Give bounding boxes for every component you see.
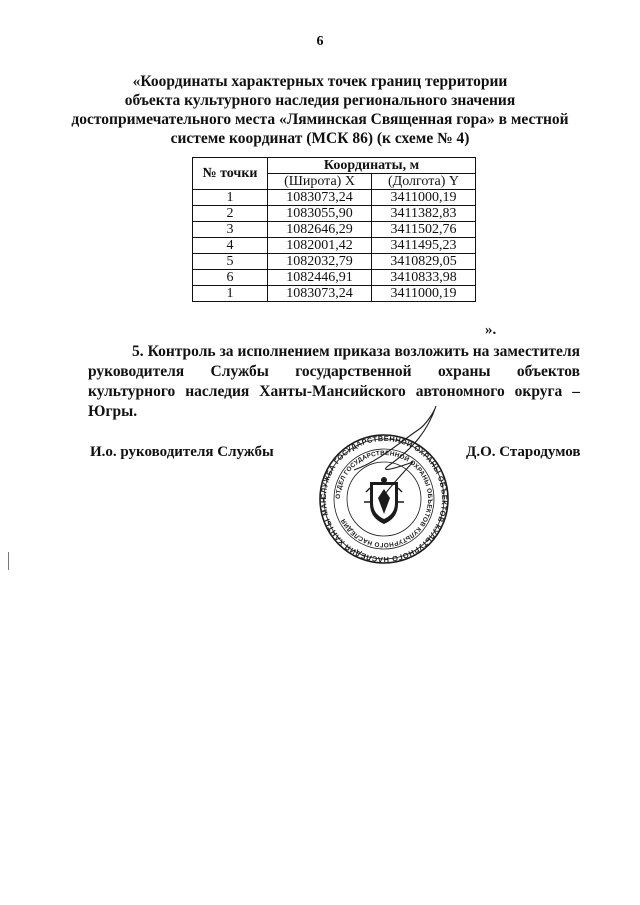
table-row (193, 222, 476, 238)
cell-x: 1082032,79 (268, 254, 372, 270)
cell-point: 2 (193, 206, 268, 222)
cell-y: 3411502,76 (372, 222, 476, 238)
cell-point: 4 (193, 238, 268, 254)
table-row (193, 286, 476, 302)
seal-inner-text: ОТДЕЛ ГОСУДАРСТВЕННОЙ ОХРАНЫ ОБЪЕКТОВ КУЛЬТУРНОГО НАСЛЕДИЯ (334, 449, 434, 549)
page-number: 6 (316, 34, 324, 49)
caption-line: «Координаты характерных точек границ территории (132, 73, 508, 90)
caption-line: достопримечательного места «Ляминская Священная гора» в местной (71, 111, 569, 128)
table-row (193, 270, 476, 286)
cell-x: 1082001,42 (268, 238, 372, 254)
cell-y: 3410829,05 (372, 254, 476, 270)
paragraph-text: руководителя Службы государственной охраны объектов культурного наследия Ханты-Мансийского автономного округа – Югры. (88, 363, 580, 420)
closing-quote: ». (485, 322, 497, 338)
margin-mark (8, 552, 9, 570)
cell-x: 1083073,24 (268, 286, 372, 302)
signatory-name: Д.О. Стародумов (466, 444, 581, 460)
caption-line: объекта культурного наследия регионального значения (124, 92, 516, 109)
table-row (193, 206, 476, 222)
cell-x: 1083055,90 (268, 206, 372, 222)
cell-point: 1 (193, 286, 268, 302)
cell-point: 6 (193, 270, 268, 286)
cell-y: 3411495,23 (372, 238, 476, 254)
header-y: (Долгота) Y (372, 174, 476, 190)
cell-y: 3411382,83 (372, 206, 476, 222)
coordinates-table (192, 157, 476, 302)
cell-x: 1082446,91 (268, 270, 372, 286)
table-row (193, 190, 476, 206)
paragraph-line: 5. Контроль за исполнением приказа возложить на заместителя (132, 343, 580, 360)
table-caption (60, 72, 580, 148)
official-seal-icon (318, 400, 450, 590)
caption-line: системе координат (МСК 86) (к схеме № 4) (170, 130, 470, 147)
cell-y: 3411000,19 (372, 190, 476, 206)
cell-point: 3 (193, 222, 268, 238)
cell-point: 5 (193, 254, 268, 270)
signatory-position: И.о. руководителя Службы (90, 444, 274, 460)
table-row (193, 238, 476, 254)
cell-y: 3411000,19 (372, 286, 476, 302)
seal-outer-text: СЛУЖБА ГОСУДАРСТВЕННОЙ ОХРАНЫ ОБЪЕКТОВ КУЛЬТУРНОГО НАСЛЕДИЯ ХАНТЫ-МАН (318, 433, 450, 565)
header-point: № точки (193, 158, 268, 190)
table-row (193, 254, 476, 270)
header-x: (Широта) X (268, 174, 372, 190)
cell-y: 3410833,98 (372, 270, 476, 286)
cell-point: 1 (193, 190, 268, 206)
cell-x: 1083073,24 (268, 190, 372, 206)
header-coordinates: Координаты, м (268, 158, 476, 174)
cell-x: 1082646,29 (268, 222, 372, 238)
